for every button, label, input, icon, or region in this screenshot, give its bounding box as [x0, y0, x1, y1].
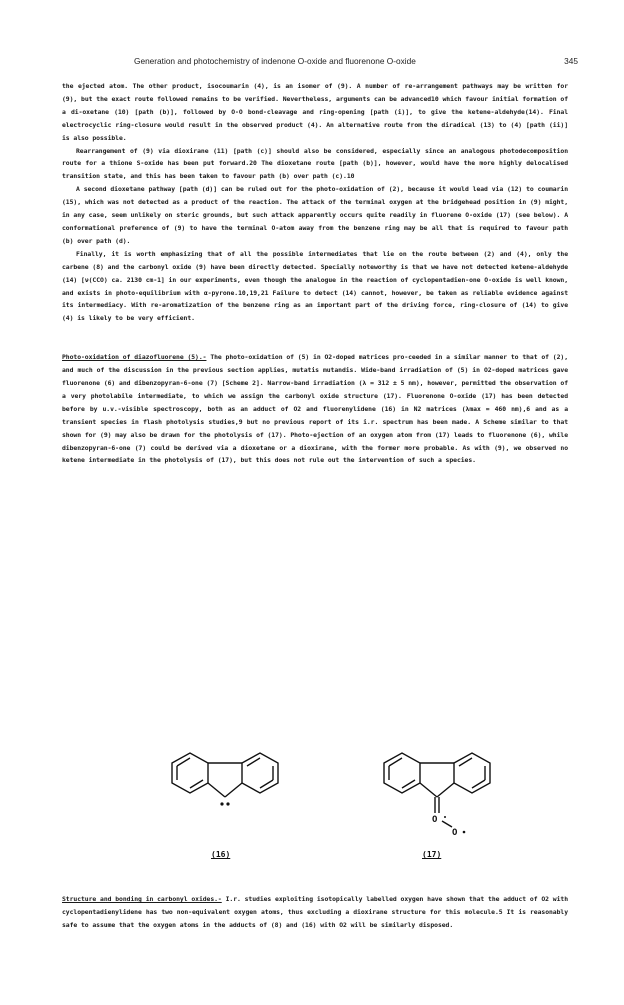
section-3-paragraph: [62, 893, 568, 932]
paragraph-3: A second dioxetane pathway [path (d)] can be ruled out for the photo-oxidation of (2), because it would lead via (12) to coumarin (15), which was not detected as a product of the reaction. The attack of the terminal oxygen at the bridgehead position in (9) might, in any case, seem unlikely on steric grounds, but such attack apparently occurs quite readily in fluorene O-oxide (17) (see below). A conformational preference of (9) to have the terminal O-atom away from the benzene ring may be all that is required to favour path (b) over path (d).: [62, 185, 568, 245]
section-2-text: The photo-oxidation of (5) in O2-doped matrices pro-ceeded in a similar manner to that of (2), and much of the discussion in the previous section applies, mutatis mutandis. Wide-band irradiation of (5) in O2-doped matrices gave fluorenone (6) and dibenzopyran-6-one (7) [Scheme 2]. Narrow-band irradiation (λ = 312 ± 5 nm), however, permitted the observation of a very photolabile intermediate, to which we assign the carbonyl oxide structure (17). Fluorenone O-oxide (17) has been detected before by u.v.-visible spectroscopy, both as an adduct of O2 and fluorenylidene (16) in N2 matrices (λmax = 460 nm),6 and as a transient species in flash photolysis studies,9 but no previous report of its i.r. spectrum has been made. A Scheme similar to that shown for (9) may also be drawn for the photolysis of (17). Photo-ejection of an oxygen atom from (17) leads to fluorenone (6), while dibenzopyran-6-one (7) could be derived via a dioxetane or a dioxirane, with the former more probable. As with (9), we observed no ketene intermediate in the photolysis of (17), but this does not rule out the intervention of such a species.: [62, 353, 568, 465]
section-2-paragraph: [62, 351, 568, 467]
label-16: (16): [211, 850, 231, 859]
oxide-oxygen-2: O: [452, 828, 458, 838]
paragraph-4: Finally, it is worth emphasizing that of all the possible intermediates that lie on the route between (2) and (4), only the carbene (8) and the carbonyl oxide (9) have been directly detected. Specially noteworthy is that we have not detected ketene-aldehyde (14) [ν(CCO) ca. 2130 cm-1] in our experiments, even though the analogue in the reaction of cyclopentadien-one O-oxide is well known, and exists in photo-equilibrium with α-pyrone.10,19,21 Failure to detect (14) cannot, however, be taken as reliable evidence against its intermediacy. With re-aromatization of the benzene ring as an important part of the driving force, ring-closure of (14) to give (4) is likely to be very efficient.: [62, 249, 568, 323]
structure-17-fluorenone-o-oxide: [362, 735, 512, 845]
paragraph-1: the ejected atom. The other product, isocoumarin (4), is an isomer of (9). A number of re-arrangement pathways may be written for (9), but the exact route followed remains to be verified. Nevertheless, arguments can be advanced10 which favour initial formation of a di-oxetane (10) [path (b)], followed by O-O bond-cleavage and ring-opening [path (i)], to give the ketene-aldehyde(14). Final electrocyclic ring-closure would result in the observed product (4). An alternative route from the diradical (13) to (4) [path (ii)] is also possible.: [62, 82, 568, 142]
structure-figures: [62, 735, 568, 875]
running-title: Generation and photochemistry of indenone O-oxide and fluorenone O-oxide: [134, 56, 416, 66]
page-number: 345: [564, 56, 578, 66]
running-header: [60, 56, 584, 70]
section-3-heading: Structure and bonding in carbonyl oxides.-: [62, 895, 222, 903]
oxide-oxygen-1: O: [432, 815, 438, 825]
section-gap: [62, 325, 568, 351]
section-2-heading: Photo-oxidation of diazofluorene (5).-: [62, 353, 207, 362]
structure-16-fluorenylidene: [150, 735, 300, 830]
body-text-bottom: [62, 893, 568, 932]
paragraph-2: Rearrangement of (9) via dioxirane (11) [path (c)] should also be considered, especially since an analogous photodecomposition route for a thione S-oxide has been put forward.20 The dioxetane route [path (b)], however, would have the more highly delocalised transition state, and this has been taken to favour path (b) over path (c).10: [62, 146, 568, 181]
section-3-text: I.r. studies exploiting isotopically labelled oxygen have shown that the adduct of O2 with cyclopentadienylidene has two non-equivalent oxygen atoms, thus excluding a dioxirane structure for this molecule.5 It is reasonably safe to assume that the oxygen atoms in the adducts of (8) and (16) with O2 will be similarly disposed.: [62, 895, 568, 929]
body-text-top: [62, 80, 568, 467]
label-17: (17): [422, 850, 442, 859]
